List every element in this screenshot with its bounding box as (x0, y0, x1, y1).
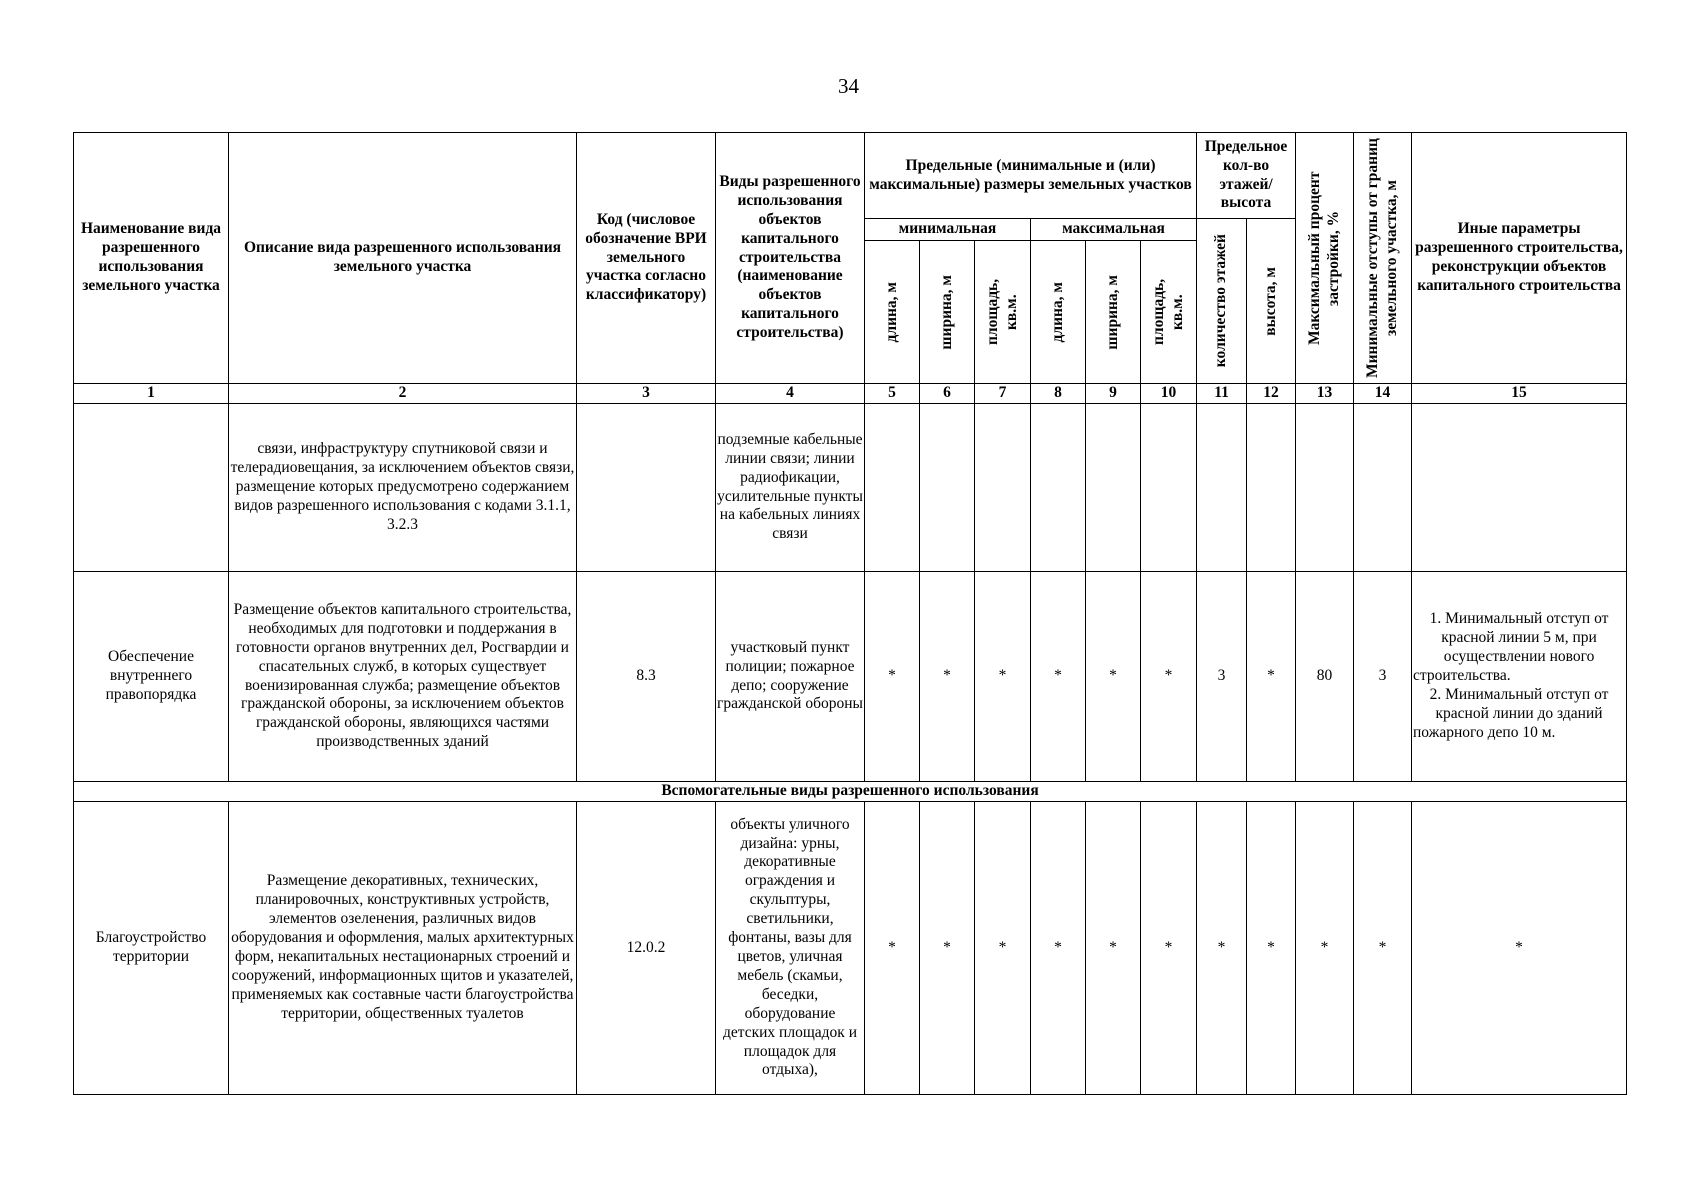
row-other: * (1412, 802, 1627, 1095)
row-value: * (975, 802, 1031, 1095)
row-value: * (1296, 802, 1354, 1095)
header-name: Наименование вида разрешенного использования земельного участка (74, 133, 229, 384)
header-max-area: площадь, кв.м. (1141, 241, 1197, 384)
row-value (1197, 404, 1247, 572)
column-number: 2 (229, 384, 577, 404)
row-value: 3 (1354, 572, 1412, 782)
row-value: * (865, 802, 920, 1095)
row-description: связи, инфраструктуру спутниковой связи и телерадиовещания, за исключением объектов связи, размещение которых предусмотрено содержанием видов разрешенного использования с кодами 3.1.1, 3.2.3 (229, 404, 577, 572)
header-max-group: максимальная (1031, 219, 1197, 241)
row-value (975, 404, 1031, 572)
section-header-row (74, 782, 1627, 802)
row-code: 8.3 (577, 572, 716, 782)
row-value: * (1141, 802, 1197, 1095)
row-value: * (975, 572, 1031, 782)
land-use-table (73, 132, 1627, 1095)
header-description: Описание вида разрешенного использования земельного участка (229, 133, 577, 384)
row-value: 3 (1197, 572, 1247, 782)
header-min-width: ширина, м (920, 241, 975, 384)
row-name (74, 404, 229, 572)
row-value (865, 404, 920, 572)
row-value (1354, 404, 1412, 572)
column-number: 1 (74, 384, 229, 404)
header-floors-count: количество этажей (1197, 219, 1247, 384)
section-title: Вспомогательные виды разрешенного использования (74, 782, 1627, 802)
row-objects: объекты уличного дизайна: урны, декоративные ограждения и скульптуры, светильники, фонтаны, вазы для цветов, уличная мебель (скамьи, беседки, оборудование детских площадок и площадок для отдыха), (716, 802, 865, 1095)
row-code (577, 404, 716, 572)
row-value (1086, 404, 1141, 572)
row-value (1031, 404, 1086, 572)
header-max-percent: Максимальный процент застройки, % (1296, 133, 1354, 384)
column-number: 12 (1247, 384, 1296, 404)
row-value: * (1247, 572, 1296, 782)
column-number: 14 (1354, 384, 1412, 404)
row-value: * (1354, 802, 1412, 1095)
row-value: * (1141, 572, 1197, 782)
column-number: 5 (865, 384, 920, 404)
header-min-length: длина, м (865, 241, 920, 384)
column-number: 9 (1086, 384, 1141, 404)
row-name: Обеспечение внутреннего правопорядка (74, 572, 229, 782)
header-other-params: Иные параметры разрешенного строительства, реконструкции объектов капитального строительства (1412, 133, 1627, 384)
header-code: Код (числовое обозначение ВРИ земельного участка согласно классификатору) (577, 133, 716, 384)
header-max-width: ширина, м (1086, 241, 1141, 384)
header-min-group: минимальная (865, 219, 1031, 241)
column-number: 15 (1412, 384, 1627, 404)
table-row (74, 572, 1627, 782)
table-row (74, 404, 1627, 572)
row-other: 1. Минимальный отступ от красной линии 5 м, при осуществлении нового строительства. 2. Минимальный отступ от красной линии до зданий пожарного депо 10 м. (1412, 572, 1627, 782)
column-number: 11 (1197, 384, 1247, 404)
row-description: Размещение объектов капитального строительства, необходимых для подготовки и поддержания в готовности органов внутренних дел, Росгвардии и спасательных служб, в которых существует военизированная служба; размещение объектов гражданской обороны, за исключением объектов гражданской обороны, являющихся частями производственных зданий (229, 572, 577, 782)
row-other (1412, 404, 1627, 572)
column-number: 6 (920, 384, 975, 404)
row-description: Размещение декоративных, технических, планировочных, конструктивных устройств, элементов озеленения, различных видов оборудования и оформления, малых архитектурных форм, некапитальных нестационарных строений и сооружений, информационных щитов и указателей, применяемых как составные части благоустройства территории, общественных туалетов (229, 802, 577, 1095)
column-number: 10 (1141, 384, 1197, 404)
row-value: * (1031, 572, 1086, 782)
row-value: * (1197, 802, 1247, 1095)
header-floors-group: Предельное кол-во этажей/ высота (1197, 133, 1296, 219)
row-value: * (1247, 802, 1296, 1095)
row-value: * (920, 802, 975, 1095)
column-number: 3 (577, 384, 716, 404)
row-value: * (1086, 572, 1141, 782)
row-value (1296, 404, 1354, 572)
row-objects: участковый пункт полиции; пожарное депо; сооружение гражданской обороны (716, 572, 865, 782)
row-value: * (1031, 802, 1086, 1095)
row-value: * (865, 572, 920, 782)
row-value: * (920, 572, 975, 782)
column-number: 4 (716, 384, 865, 404)
header-min-setback: Минимальные отступы от границ земельного участка, м (1354, 133, 1412, 384)
header-sizes-group: Предельные (минимальные и (или) максимальные) размеры земельных участков (865, 133, 1197, 219)
header-height: высота, м (1247, 219, 1296, 384)
header-min-area: площадь, кв.м. (975, 241, 1031, 384)
row-value (1247, 404, 1296, 572)
row-code: 12.0.2 (577, 802, 716, 1095)
header-objects: Виды разрешенного использования объектов капитального строительства (наименование объектов капитального строительства) (716, 133, 865, 384)
row-value (1141, 404, 1197, 572)
column-numbers-row (74, 384, 1627, 404)
header-max-length: длина, м (1031, 241, 1086, 384)
row-name: Благоустройство территории (74, 802, 229, 1095)
row-value: 80 (1296, 572, 1354, 782)
row-objects: подземные кабельные линии связи; линии радиофикации, усилительные пункты на кабельных линиях связи (716, 404, 865, 572)
column-number: 7 (975, 384, 1031, 404)
page-number: 34 (838, 74, 859, 98)
table-header (74, 133, 1627, 404)
row-value: * (1086, 802, 1141, 1095)
table-row (74, 802, 1627, 1095)
row-value (920, 404, 975, 572)
column-number: 8 (1031, 384, 1086, 404)
column-number: 13 (1296, 384, 1354, 404)
